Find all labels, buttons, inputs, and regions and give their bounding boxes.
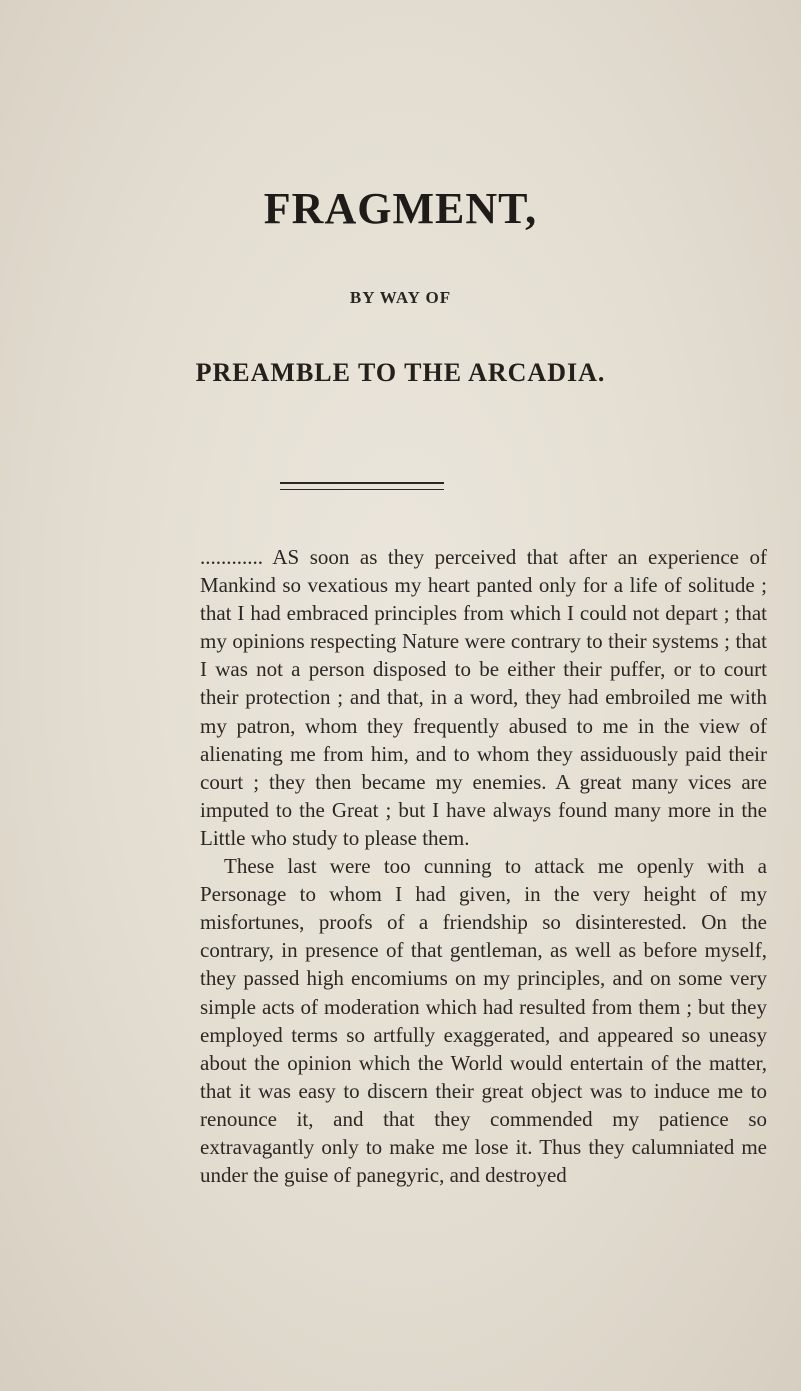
divider-rule-thick: [280, 482, 444, 484]
subtitle-by-way-of: BY WAY OF: [349, 288, 452, 307]
paragraph-2: These last were too cunning to attack me openly with a Personage to whom I had given, in the very height of my misfortunes, proofs of a friendship so disinterested. On the contrary, in presence of that gentleman, as well as before myself, they passed high encomiums on my principles, and on some very simple acts of moderation which had resulted from them ; but they employed terms so artfully exaggerated, and appeared so uneasy about the opinion which the World would entertain of the matter, that it was easy to discern their great object was to induce me to renounce it, and that they commended my patience so extravagantly only to make me lose it. Thus they calumniated me under the guise of panegyric, and destroyed: [200, 854, 767, 1188]
divider-rule-thin: [280, 489, 444, 490]
body-text: [200, 543, 767, 1189]
subtitle-preamble: PREAMBLE TO THE ARCADIA.: [195, 358, 606, 387]
paragraph-1: ............ AS soon as they perceived that after an experience of Mankind so vexatious my heart panted only for a life of solitude ; that I had embraced principles from which I could not depart ; that my opinions respecting Nature were contrary to their systems ; that I was not a person disposed to be either their puffer, or to court their protection ; and that, in a word, they had embroiled me with my patron, whom they frequently abused to me in the view of alienating me from him, and to whom they assiduously paid their court ; they then became my enemies. A great many vices are imputed to the Great ; but I have always found many more in the Little who study to please them.: [200, 545, 767, 850]
page-title: FRAGMENT,: [263, 184, 538, 233]
